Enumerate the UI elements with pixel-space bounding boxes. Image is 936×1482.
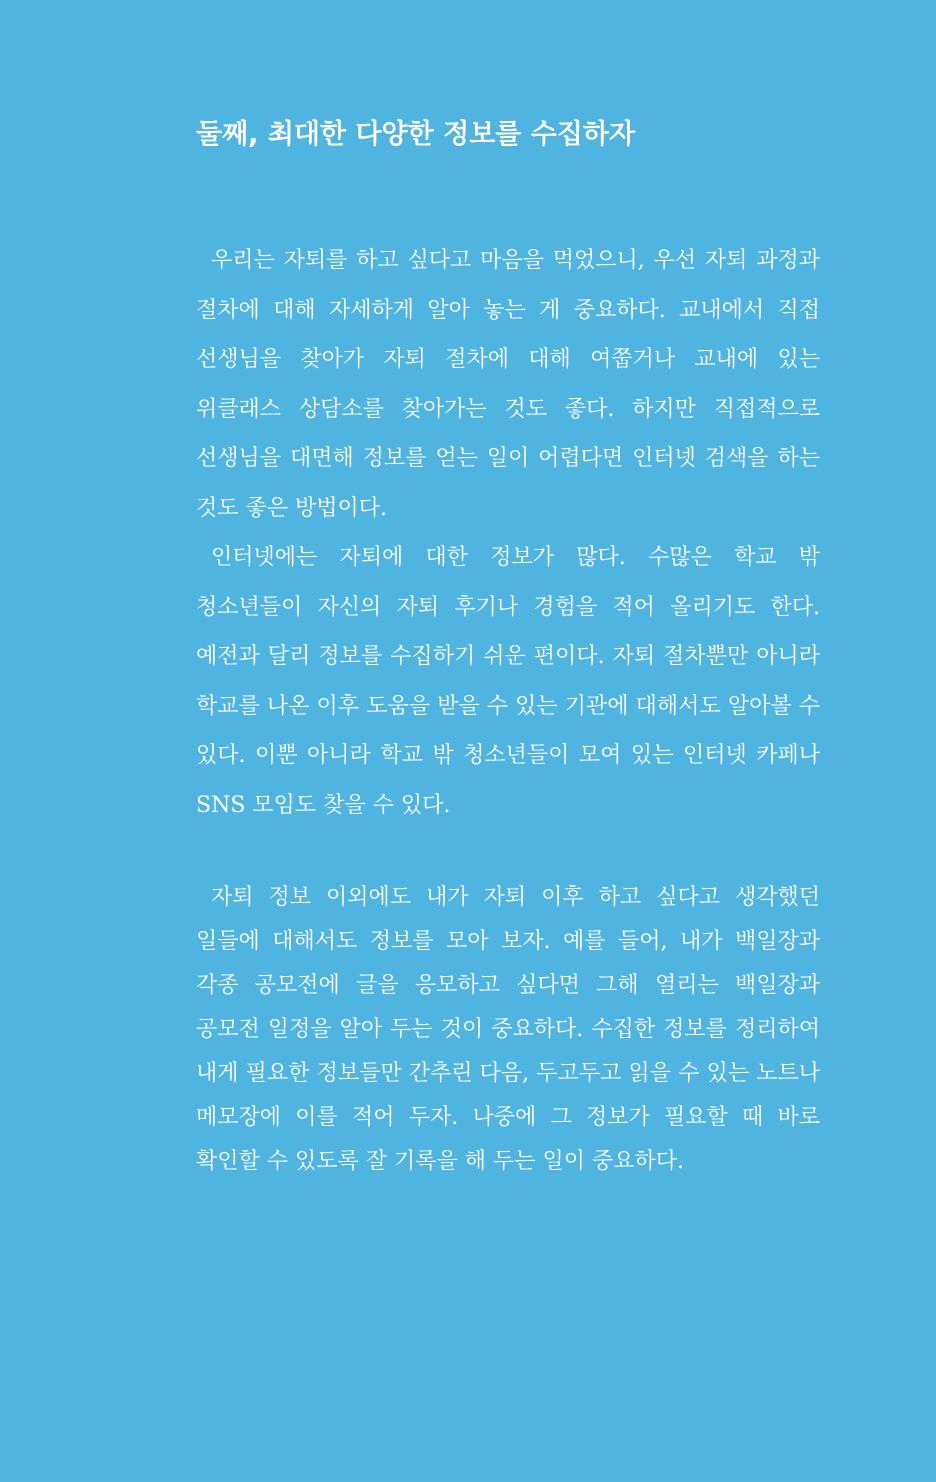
body-paragraph-1: [196, 236, 820, 533]
body-paragraph-2: [196, 533, 820, 830]
body-paragraph-3-text: 자퇴 정보 이외에도 내가 자퇴 이후 하고 싶다고 생각했던 일들에 대해서도 정보를 모아 보자. 예를 들어, 내가 백일장과 각종 공모전에 글을 응모하고 싶다면 그해 열리는 백일장과 공모전 일정을 알아 두는 것이 중요하다. 수집한 정보를 정리하여 내게 필요한 정보들만 간추린 다음, 두고두고 읽을 수 있는 노트나 메모장에 이를 적어 두자. 나중에 그 정보가 필요할 때 바로 확인할 수 있도록 잘 기록을 해 두는 일이 중요하다.: [196, 885, 820, 1174]
section-heading: 둘째, 최대한 다양한 정보를 수집하자: [196, 119, 636, 150]
body-paragraph-2-text: 인터넷에는 자퇴에 대한 정보가 많다. 수많은 학교 밖 청소년들이 자신의 자퇴 후기나 경험을 적어 올리기도 한다. 예전과 달리 정보를 수집하기 쉬운 편이다. 자퇴 절차뿐만 아니라 학교를 나온 이후 도움을 받을 수 있는 기관에 대해서도 알아볼 수 있다. 이뿐 아니라 학교 밖 청소년들이 모여 있는 인터넷 카페나 SNS 모임도 찾을 수 있다.: [196, 545, 820, 818]
body-paragraph-1-text: 우리는 자퇴를 하고 싶다고 마음을 먹었으니, 우선 자퇴 과정과 절차에 대해 자세하게 알아 놓는 게 중요하다. 교내에서 직접 선생님을 찾아가 자퇴 절차에 대해 여쭙거나 교내에 있는 위클래스 상담소를 찾아가는 것도 좋다. 하지만 직접적으로 선생님을 대면해 정보를 얻는 일이 어렵다면 인터넷 검색을 하는 것도 좋은 방법이다.: [196, 248, 820, 521]
body-paragraph-3: [196, 876, 820, 1184]
